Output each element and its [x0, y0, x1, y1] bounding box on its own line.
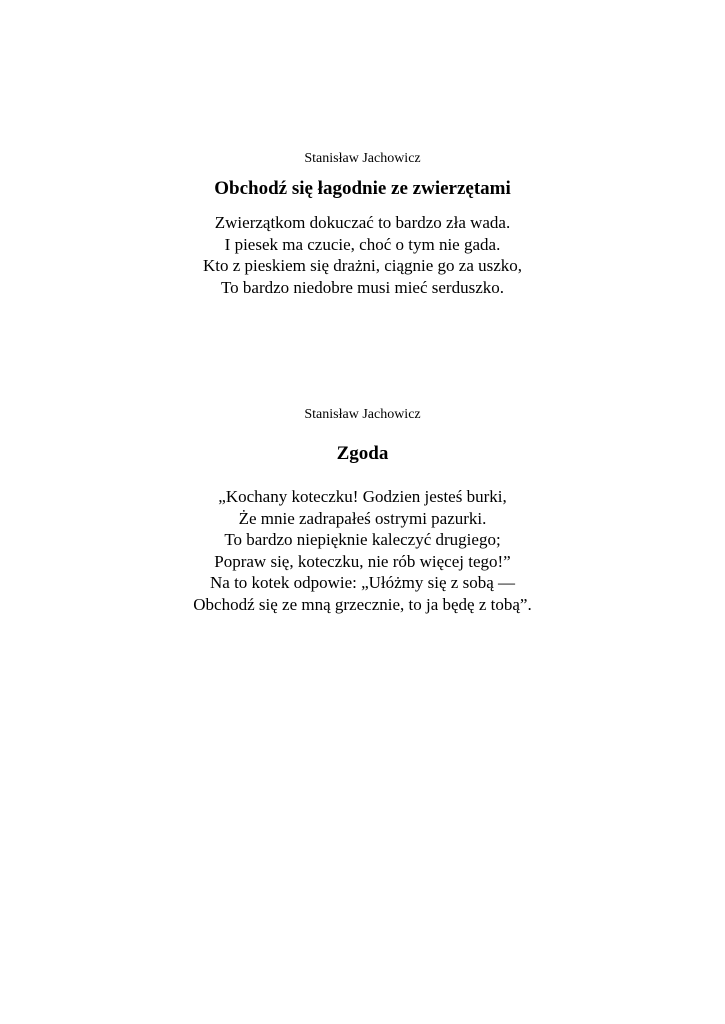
poem-verse: To bardzo niedobre musi mieć serduszko. — [220, 277, 504, 297]
poem-stanza — [0, 212, 725, 298]
poem-section — [0, 406, 725, 615]
poem-title: Obchodź się łagodnie ze zwierzętami — [214, 178, 511, 199]
poem-section — [0, 150, 725, 298]
poem-verse: „Kochany koteczku! Godzien jesteś burki, — [218, 487, 507, 506]
poem-verse: I piesek ma czucie, choć o tym nie gada. — [224, 234, 501, 254]
poem-verse: Obchodź się ze mną grzecznie, to ja będę z tobą”. — [193, 594, 532, 614]
poem-verse: Na to kotek odpowie: „Ułóżmy się z sobą — — [210, 573, 515, 592]
poem-verse: Kto z pieskiem się drażni, ciągnie go za uszko, — [202, 256, 523, 275]
poem-verse: Że mnie zadrapałeś ostrymi pazurki. — [238, 508, 487, 528]
poem-author: Stanisław Jachowicz — [304, 407, 421, 422]
poem-author: Stanisław Jachowicz — [304, 151, 421, 166]
poem-title: Zgoda — [336, 443, 389, 464]
poem-verse: Popraw się, koteczku, nie rób więcej tego!” — [214, 551, 511, 571]
poem-verse: Zwierzątkom dokuczać to bardzo zła wada. — [214, 213, 511, 232]
poem-stanza — [0, 486, 725, 615]
poem-verse: To bardzo niepięknie kaleczyć drugiego; — [224, 530, 501, 549]
